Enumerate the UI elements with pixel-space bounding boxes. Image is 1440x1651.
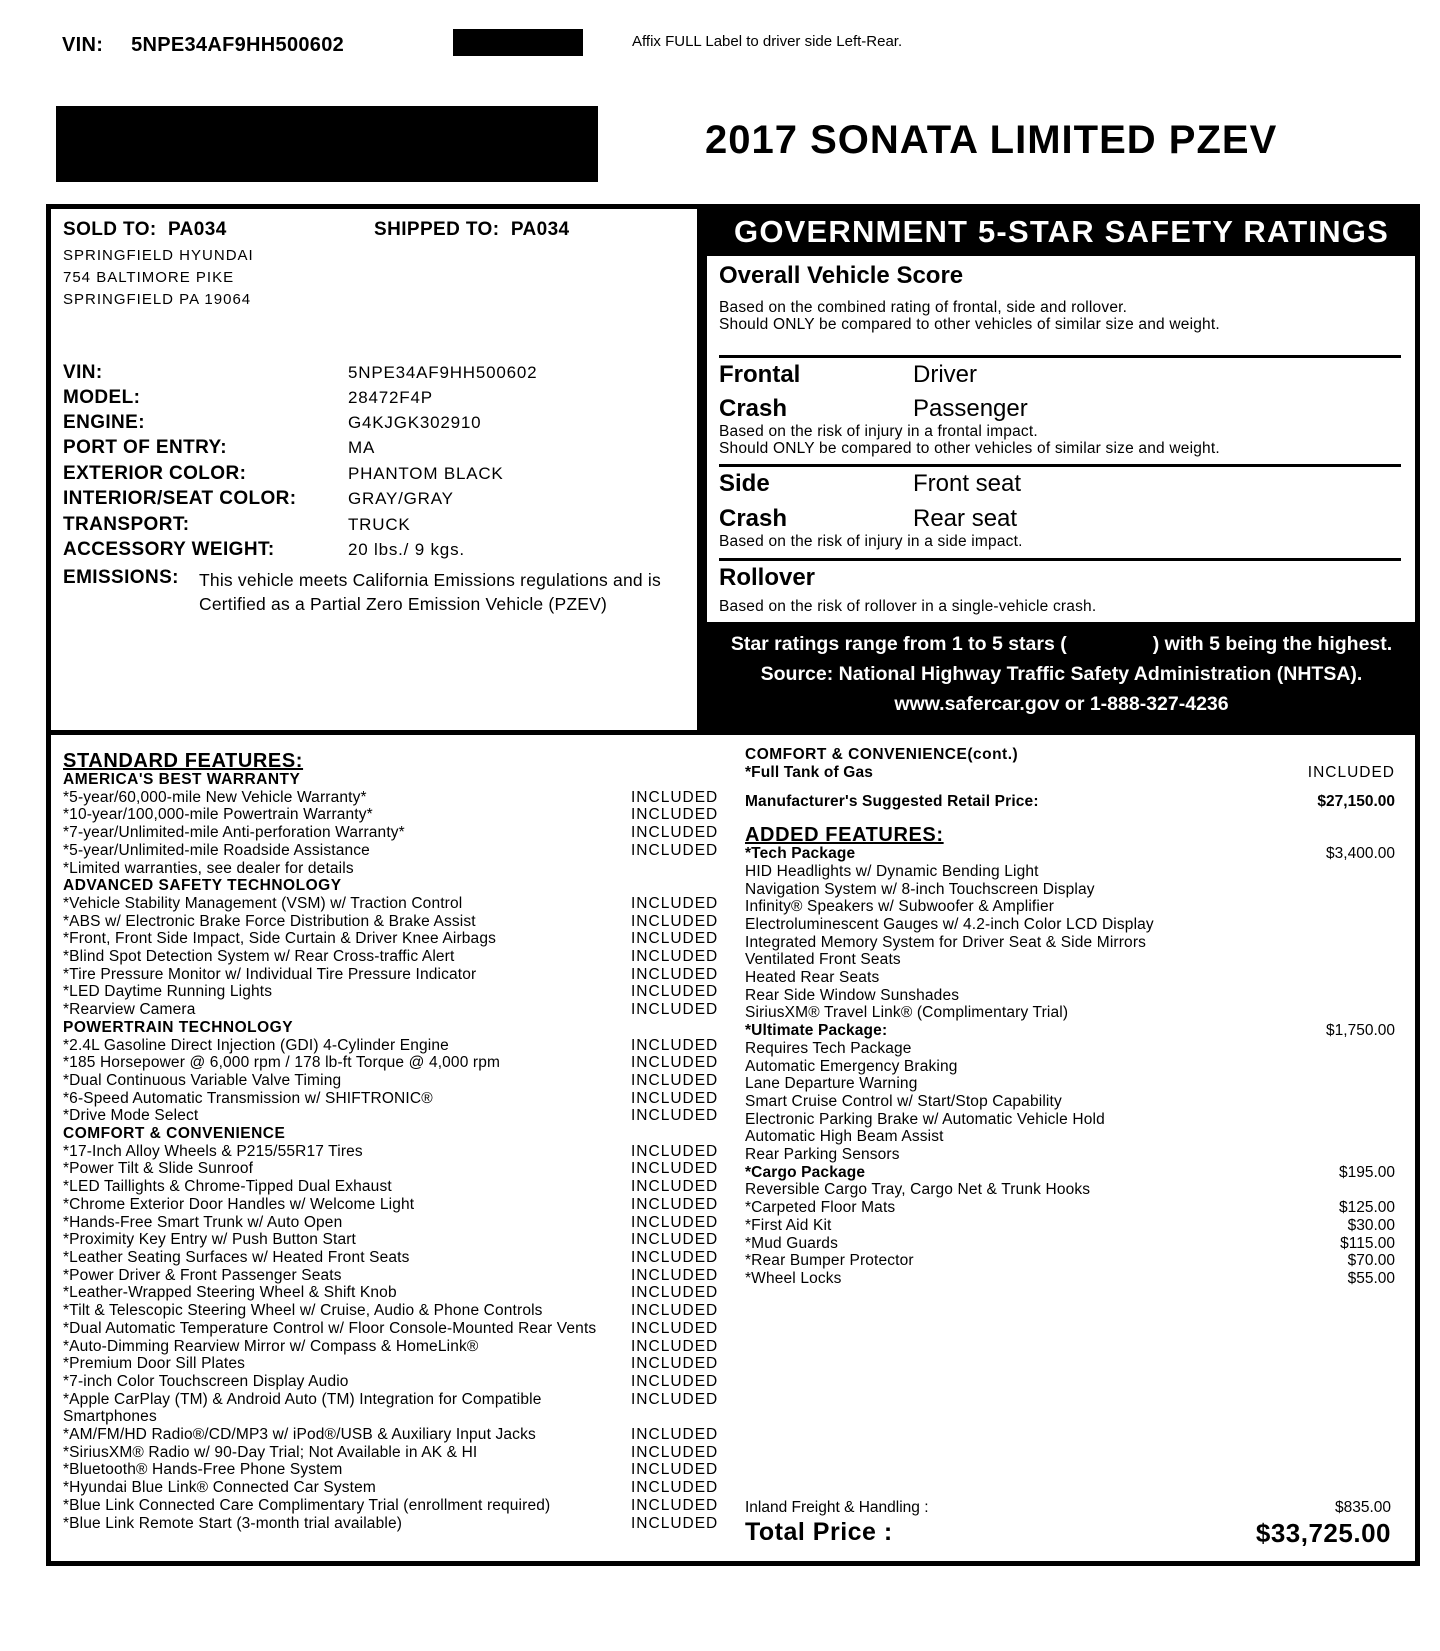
feature-value: INCLUDED [631,1213,719,1231]
feature-section-heading: POWERTRAIN TECHNOLOGY [63,1018,294,1036]
feature-value: INCLUDED [631,1443,719,1461]
full-tank-row [745,764,1395,782]
feature-section-heading: COMFORT & CONVENIENCE [63,1125,286,1143]
feature-text: *Power Tilt & Slide Sunroof [63,1160,254,1178]
feature-text: *Hyundai Blue Link® Connected Car System [63,1479,376,1497]
feature-value: INCLUDED [631,1266,719,1284]
feature-text: *2.4L Gasoline Direct Injection (GDI) 4-Cylinder Engine [63,1036,449,1054]
added-feature-row [745,881,1395,899]
added-feature-price: $1,750.00 [1326,1022,1395,1040]
added-feature-text: Rear Side Window Sunshades [745,986,960,1004]
feature-value: INCLUDED [631,1142,719,1160]
feature-value: INCLUDED [631,824,719,842]
feature-section-heading: ADVANCED SAFETY TECHNOLOGY [63,877,342,895]
emissions-text: This vehicle meets California Emissions regulations and is Certified as a Partial Zero Emission Vehicle (PZEV) [199,570,661,614]
standard-features-title: STANDARD FEATURES: [63,750,304,772]
feature-value: INCLUDED [631,1071,719,1089]
added-feature-row [745,1199,1395,1217]
sold-to-value: PA034 [168,219,227,240]
frontal-desc-line: Should ONLY be compared to other vehicles of similar size and weight. [719,440,1220,457]
feature-text: *Apple CarPlay (TM) & Android Auto (TM) Integration for Compatible Smartphones [63,1390,542,1426]
feature-row [63,1143,723,1161]
comfort-cont-heading: COMFORT & CONVENIENCE(cont.) [745,746,1019,763]
feature-row [63,1284,723,1302]
shipped-to-value: PA034 [510,219,570,240]
info-label: ACCESSORY WEIGHT: [63,539,275,560]
added-feature-price: $70.00 [1347,1252,1395,1270]
dealer-address [63,245,254,311]
feature-row [63,1373,723,1391]
info-row-vin [63,362,693,387]
added-feature-text: Ventilated Front Seats [745,951,901,969]
feature-value: INCLUDED [631,841,719,859]
feature-value: INCLUDED [631,1514,719,1532]
freight-row [745,1499,1391,1517]
info-value: 20 lbs./ 9 kgs. [348,540,465,559]
redaction-bar-large [56,106,598,182]
feature-value: INCLUDED [631,1089,719,1107]
header-vin [62,34,344,57]
added-feature-row [745,863,1395,881]
added-feature-text: *Cargo Package [745,1163,866,1181]
info-label: TRANSPORT: [63,514,190,535]
feature-row [63,1178,723,1196]
feature-text: *AM/FM/HD Radio®/CD/MP3 w/ iPod®/USB & Auxiliary Input Jacks [63,1426,536,1444]
added-feature-text: HID Headlights w/ Dynamic Bending Light [745,862,1039,880]
shipped-to [374,219,570,241]
added-feature-price: $55.00 [1347,1269,1395,1287]
info-value: 28472F4P [348,388,433,407]
feature-row [63,806,723,824]
feature-text: *Rearview Camera [63,1001,196,1019]
overall-desc-line: Should ONLY be compared to other vehicles of similar size and weight. [719,316,1220,333]
added-feature-text: Rear Parking Sensors [745,1146,900,1164]
package-row [745,1164,1395,1182]
msrp-value: $27,150.00 [1317,793,1395,811]
redaction-bar-small [453,29,583,56]
rating-rule [719,558,1401,561]
feature-row [63,966,723,984]
overall-score-title: Overall Vehicle Score [719,262,964,289]
feature-row [63,1107,723,1125]
added-feature-text: *Carpeted Floor Mats [745,1199,896,1217]
feature-value: INCLUDED [631,930,719,948]
feature-text: *5-year/60,000-mile New Vehicle Warranty* [63,788,367,806]
added-feature-price: $125.00 [1338,1199,1395,1217]
feature-value: INCLUDED [631,1284,719,1302]
feature-value: INCLUDED [631,1390,719,1408]
feature-text: *Vehicle Stability Management (VSM) w/ Traction Control [63,894,463,912]
emissions-label: EMISSIONS: [63,567,179,588]
info-row-interior [63,488,693,513]
added-feature-text: Electroluminescent Gauges w/ 4.2-inch Color LCD Display [745,915,1154,933]
rollover-desc: Based on the risk of rollover in a single-vehicle crash. [719,598,1097,615]
feature-row [63,1214,723,1232]
star-range-text: Star ratings range from 1 to 5 stars ( [730,633,1067,655]
driver-label: Driver [913,361,977,388]
feature-text: *185 Horsepower @ 6,000 rpm / 178 lb-ft Torque @ 4,000 rpm [63,1054,501,1072]
feature-row [63,1302,723,1320]
feature-row [63,1001,723,1019]
added-features-list [745,845,1395,1288]
info-row-model [63,387,693,412]
feature-row [63,913,723,931]
feature-text: *Dual Continuous Variable Valve Timing [63,1071,342,1089]
feature-text: *17-Inch Alloy Wheels & P215/55R17 Tires [63,1142,363,1160]
feature-text: *Hands-Free Smart Trunk w/ Auto Open [63,1213,343,1231]
feature-text: *5-year/Unlimited-mile Roadside Assistance [63,841,370,859]
added-feature-row [745,987,1395,1005]
feature-text: *LED Taillights & Chrome-Tipped Dual Exhaust [63,1178,392,1196]
feature-row [63,1391,723,1426]
feature-text: *ABS w/ Electronic Brake Force Distribution & Brake Assist [63,912,476,930]
feature-text: *Proximity Key Entry w/ Push Button Start [63,1231,357,1249]
sold-to [63,219,227,241]
feature-text: *Blue Link Remote Start (3-month trial available) [63,1514,403,1532]
added-feature-row [745,1093,1395,1111]
feature-value: INCLUDED [631,1248,719,1266]
freight-label: Inland Freight & Handling : [745,1499,929,1516]
frontal-desc [719,423,1220,457]
feature-text: *Dual Automatic Temperature Control w/ Floor Console-Mounted Rear Vents [63,1319,597,1337]
feature-row [63,1338,723,1356]
added-feature-text: Heated Rear Seats [745,969,880,987]
feature-row [63,1160,723,1178]
info-value: TRUCK [348,515,411,534]
feature-value: INCLUDED [631,1319,719,1337]
feature-value: INCLUDED [631,1195,719,1213]
added-feature-price: $3,400.00 [1326,845,1395,863]
overall-score-desc [719,299,1220,333]
overall-desc-line: Based on the combined rating of frontal, side and rollover. [719,299,1128,316]
added-feature-row [745,951,1395,969]
added-feature-row [745,1181,1395,1199]
info-value: G4KJGK302910 [348,413,482,432]
full-tank-value: INCLUDED [1307,763,1395,781]
feature-row [63,983,723,1001]
dealer-address-line: SPRINGFIELD PA 19064 [63,291,252,308]
rating-rule [719,464,1401,467]
feature-text: *Tilt & Telescopic Steering Wheel w/ Cruise, Audio & Phone Controls [63,1302,543,1320]
feature-value: INCLUDED [631,965,719,983]
added-feature-row [745,1235,1395,1253]
total-row [745,1518,1391,1547]
header-vin-value: 5NPE34AF9HH500602 [131,34,345,56]
crash-label: Crash [719,395,788,422]
feature-value: INCLUDED [631,788,719,806]
info-value: GRAY/GRAY [348,489,454,508]
feature-row [63,860,723,878]
added-feature-text: SiriusXM® Travel Link® (Complimentary Trial) [745,1004,1069,1022]
feature-row [63,789,723,807]
feature-row [63,1231,723,1249]
added-feature-text: *Mud Guards [745,1234,838,1252]
feature-value: INCLUDED [631,912,719,930]
frontal-label: Frontal [719,361,801,388]
dealer-address-line: 754 BALTIMORE PIKE [63,269,235,286]
info-label: EXTERIOR COLOR: [63,463,247,484]
feature-row [63,1461,723,1479]
rollover-label: Rollover [719,564,816,591]
feature-value: INCLUDED [631,806,719,824]
feature-text: *Premium Door Sill Plates [63,1355,246,1373]
feature-text: *10-year/100,000-mile Powertrain Warranty* [63,806,373,824]
feature-text: *Bluetooth® Hands-Free Phone System [63,1461,343,1479]
added-feature-price: $115.00 [1340,1234,1395,1252]
feature-text: *Leather Seating Surfaces w/ Heated Front Seats [63,1248,410,1266]
feature-row [63,1037,723,1055]
standard-features [63,751,723,1532]
added-feature-row [745,1111,1395,1129]
side-crash-label: Crash [719,505,788,532]
added-feature-row [745,1058,1395,1076]
info-value: PHANTOM BLACK [348,464,504,483]
feature-text: *LED Daytime Running Lights [63,983,273,1001]
feature-value: INCLUDED [631,1337,719,1355]
feature-row [63,824,723,842]
msrp-row [745,793,1395,811]
feature-text: *SiriusXM® Radio w/ 90-Day Trial; Not Available in AK & HI [63,1443,478,1461]
feature-value: INCLUDED [631,1231,719,1249]
feature-value: INCLUDED [631,1001,719,1019]
feature-value: INCLUDED [631,1107,719,1125]
feature-text: *7-inch Color Touchscreen Display Audio [63,1372,349,1390]
feature-text: *Limited warranties, see dealer for details [63,859,354,877]
info-label: VIN: [63,362,103,383]
feature-value: INCLUDED [631,1479,719,1497]
added-feature-row [745,969,1395,987]
feature-value: INCLUDED [631,1355,719,1373]
nhtsa-source: Source: National Highway Traffic Safety Administration (NHTSA). [760,663,1363,685]
added-feature-row [745,1252,1395,1270]
added-feature-text: Smart Cruise Control w/ Start/Stop Capability [745,1092,1062,1110]
feature-text: *7-year/Unlimited-mile Anti-perforation Warranty* [63,824,405,842]
added-feature-text: *First Aid Kit [745,1216,832,1234]
info-value: 5NPE34AF9HH500602 [348,363,538,382]
rating-rule [719,355,1401,358]
added-feature-text: *Tech Package [745,845,856,863]
feature-row [63,1249,723,1267]
added-feature-text: *Rear Bumper Protector [745,1252,914,1270]
safercar-link[interactable]: www.safercar.gov or 1-888-327-4236 [894,693,1229,715]
freight-value: $835.00 [1334,1499,1391,1516]
dealer-address-line: SPRINGFIELD HYUNDAI [63,247,254,264]
star-range-text-end: ) with 5 being the highest. [1152,633,1393,655]
total-value: $33,725.00 [1255,1518,1391,1548]
added-features-column [745,746,1395,1288]
standard-features-list [63,771,723,1532]
feature-value: INCLUDED [631,948,719,966]
added-feature-row [745,1075,1395,1093]
feature-text: *Drive Mode Select [63,1107,199,1125]
added-feature-row [745,1270,1395,1288]
added-feature-text: Requires Tech Package [745,1039,912,1057]
feature-text: *Front, Front Side Impact, Side Curtain & Driver Knee Airbags [63,930,497,948]
feature-text: *Blind Spot Detection System w/ Rear Cross-traffic Alert [63,948,455,966]
side-desc: Based on the risk of injury in a side impact. [719,533,1023,550]
feature-value: INCLUDED [631,1496,719,1514]
added-feature-row [745,916,1395,934]
feature-row [63,1267,723,1285]
feature-section-heading: AMERICA'S BEST WARRANTY [63,771,301,788]
msrp-label: Manufacturer's Suggested Retail Price: [745,793,1039,811]
info-row-transport [63,514,693,539]
info-row-engine [63,412,693,437]
feature-text: *Tire Pressure Monitor w/ Individual Tire Pressure Indicator [63,965,477,983]
sold-to-label: SOLD TO: [63,219,157,240]
added-feature-text: *Wheel Locks [745,1269,842,1287]
feature-text: *Blue Link Connected Care Complimentary Trial (enrollment required) [63,1496,551,1514]
added-feature-text: *Ultimate Package: [745,1022,888,1040]
feature-text: *Chrome Exterior Door Handles w/ Welcome Light [63,1195,415,1213]
feature-row [63,948,723,966]
feature-text: *6-Speed Automatic Transmission w/ SHIFTRONIC® [63,1089,433,1107]
feature-row [63,1479,723,1497]
feature-row [63,1497,723,1515]
star-range-note [703,633,1420,656]
header-vin-label: VIN: [62,34,104,56]
feature-value: INCLUDED [631,1426,719,1444]
info-row-exterior [63,463,693,488]
added-feature-row [745,1004,1395,1022]
added-feature-row [745,1128,1395,1146]
info-label: INTERIOR/SEAT COLOR: [63,488,297,509]
frontal-desc-line: Based on the risk of injury in a frontal impact. [719,423,1038,440]
info-label: MODEL: [63,387,141,408]
feature-row [63,1090,723,1108]
added-feature-price: $195.00 [1338,1163,1395,1181]
added-feature-text: Electronic Parking Brake w/ Automatic Vehicle Hold [745,1110,1105,1128]
feature-value: INCLUDED [631,1461,719,1479]
front-seat-label: Front seat [913,470,1022,497]
added-features-title: ADDED FEATURES: [745,824,944,847]
feature-value: INCLUDED [631,1372,719,1390]
added-feature-text: Automatic Emergency Braking [745,1057,958,1075]
vehicle-title: 2017 SONATA LIMITED PZEV [705,118,1278,162]
added-feature-row [745,1146,1395,1164]
info-label: ENGINE: [63,412,145,433]
feature-row [63,1444,723,1462]
feature-row [63,1355,723,1373]
feature-text: *Leather-Wrapped Steering Wheel & Shift Knob [63,1284,397,1302]
side-label: Side [719,470,770,497]
feature-row [63,1515,723,1533]
total-label: Total Price : [745,1518,893,1546]
added-feature-row [745,934,1395,952]
feature-value: INCLUDED [631,894,719,912]
affix-note: Affix FULL Label to driver side Left-Rear. [632,33,903,50]
feature-value: INCLUDED [631,983,719,1001]
added-feature-row [745,898,1395,916]
feature-row [63,895,723,913]
feature-row [63,1320,723,1338]
added-feature-row [745,1040,1395,1058]
added-feature-row [745,1217,1395,1235]
info-value: MA [348,438,376,457]
feature-value: INCLUDED [631,1302,719,1320]
feature-value: INCLUDED [631,1036,719,1054]
added-feature-text: Automatic High Beam Assist [745,1128,944,1146]
package-row [745,845,1395,863]
safety-footer [703,622,1420,732]
added-feature-text: Lane Departure Warning [745,1075,918,1093]
rear-seat-label: Rear seat [913,505,1018,532]
full-tank-text: *Full Tank of Gas [745,763,874,781]
feature-row [63,1054,723,1072]
added-feature-text: Navigation System w/ 8-inch Touchscreen Display [745,880,1095,898]
feature-value: INCLUDED [631,1054,719,1072]
feature-row [63,1426,723,1444]
feature-value: INCLUDED [631,1160,719,1178]
info-label: PORT OF ENTRY: [63,437,227,458]
info-row-weight [63,539,693,564]
feature-text: *Auto-Dimming Rearview Mirror w/ Compass & HomeLink® [63,1337,479,1355]
feature-row [63,1072,723,1090]
shipped-to-label: SHIPPED TO: [374,219,500,240]
feature-row [63,930,723,948]
added-feature-text: Integrated Memory System for Driver Seat & Side Mirrors [745,933,1147,951]
safety-ratings-panel [703,256,1420,622]
feature-row [63,842,723,860]
added-feature-price: $30.00 [1347,1216,1395,1234]
info-row-port [63,437,693,462]
feature-value: INCLUDED [631,1178,719,1196]
added-feature-text: Infinity® Speakers w/ Subwoofer & Amplifier [745,898,1055,916]
feature-row [63,1196,723,1214]
added-feature-text: Reversible Cargo Tray, Cargo Net & Trunk Hooks [745,1181,1091,1199]
package-row [745,1022,1395,1040]
passenger-label: Passenger [913,395,1028,422]
safety-title: GOVERNMENT 5-STAR SAFETY RATINGS [703,204,1420,256]
feature-text: *Power Driver & Front Passenger Seats [63,1266,342,1284]
